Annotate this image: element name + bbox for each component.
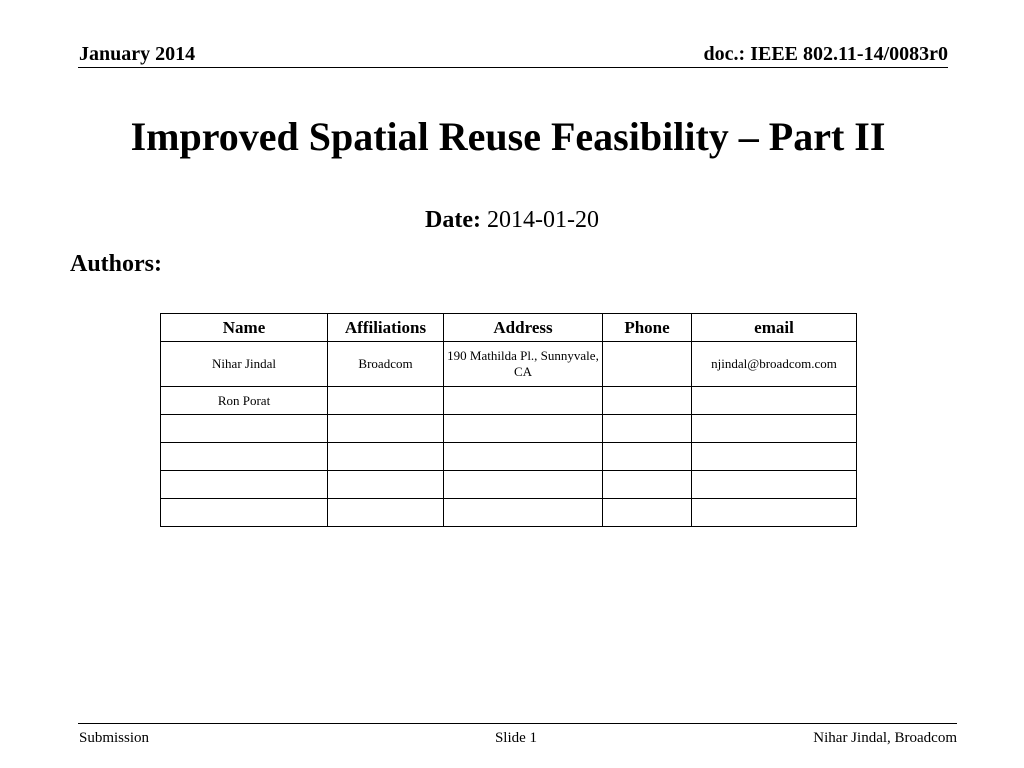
cell-email [692, 443, 857, 471]
cell-address [444, 387, 603, 415]
cell-affiliation [328, 443, 444, 471]
header-date: January 2014 [79, 43, 196, 65]
date-label: Date: [425, 207, 481, 233]
column-header-phone: Phone [603, 314, 692, 342]
table-row [161, 387, 857, 415]
column-header-email: email [692, 314, 857, 342]
cell-address [444, 443, 603, 471]
footer-divider [78, 723, 957, 724]
cell-phone [603, 471, 692, 499]
table-row [161, 342, 857, 387]
cell-affiliation [328, 471, 444, 499]
column-header-affiliations: Affiliations [328, 314, 444, 342]
cell-address: 190 Mathilda Pl., Sunnyvale, CA [444, 342, 603, 387]
cell-name: Ron Porat [161, 387, 328, 415]
cell-affiliation [328, 387, 444, 415]
cell-phone [603, 499, 692, 527]
footer-slide-number: Slide 1 [494, 730, 538, 746]
table-row [161, 499, 857, 527]
cell-address [444, 471, 603, 499]
cell-affiliation: Broadcom [328, 342, 444, 387]
cell-name [161, 499, 328, 527]
cell-email [692, 387, 857, 415]
cell-email [692, 415, 857, 443]
column-header-address: Address [444, 314, 603, 342]
footer-author: Nihar Jindal, Broadcom [813, 730, 957, 746]
header-divider [78, 67, 948, 68]
slide-title: Improved Spatial Reuse Feasibility – Part II [130, 114, 886, 159]
table-row [161, 415, 857, 443]
cell-name: Nihar Jindal [161, 342, 328, 387]
cell-email [692, 471, 857, 499]
authors-table [160, 313, 857, 527]
date-value: 2014-01-20 [486, 207, 599, 233]
authors-label: Authors: [70, 251, 163, 277]
cell-address [444, 499, 603, 527]
cell-affiliation [328, 415, 444, 443]
column-header-name: Name [161, 314, 328, 342]
cell-phone [603, 342, 692, 387]
table-row [161, 443, 857, 471]
cell-email [692, 499, 857, 527]
cell-phone [603, 415, 692, 443]
cell-address [444, 415, 603, 443]
cell-email: njindal@broadcom.com [692, 342, 857, 387]
cell-phone [603, 387, 692, 415]
date-line [0, 205, 1024, 235]
header-doc-id: doc.: IEEE 802.11-14/0083r0 [703, 43, 948, 65]
cell-affiliation [328, 499, 444, 527]
cell-name [161, 471, 328, 499]
table-header-row [161, 314, 857, 342]
table-row [161, 471, 857, 499]
cell-phone [603, 443, 692, 471]
cell-name [161, 443, 328, 471]
cell-name [161, 415, 328, 443]
footer-submission: Submission [79, 730, 150, 746]
